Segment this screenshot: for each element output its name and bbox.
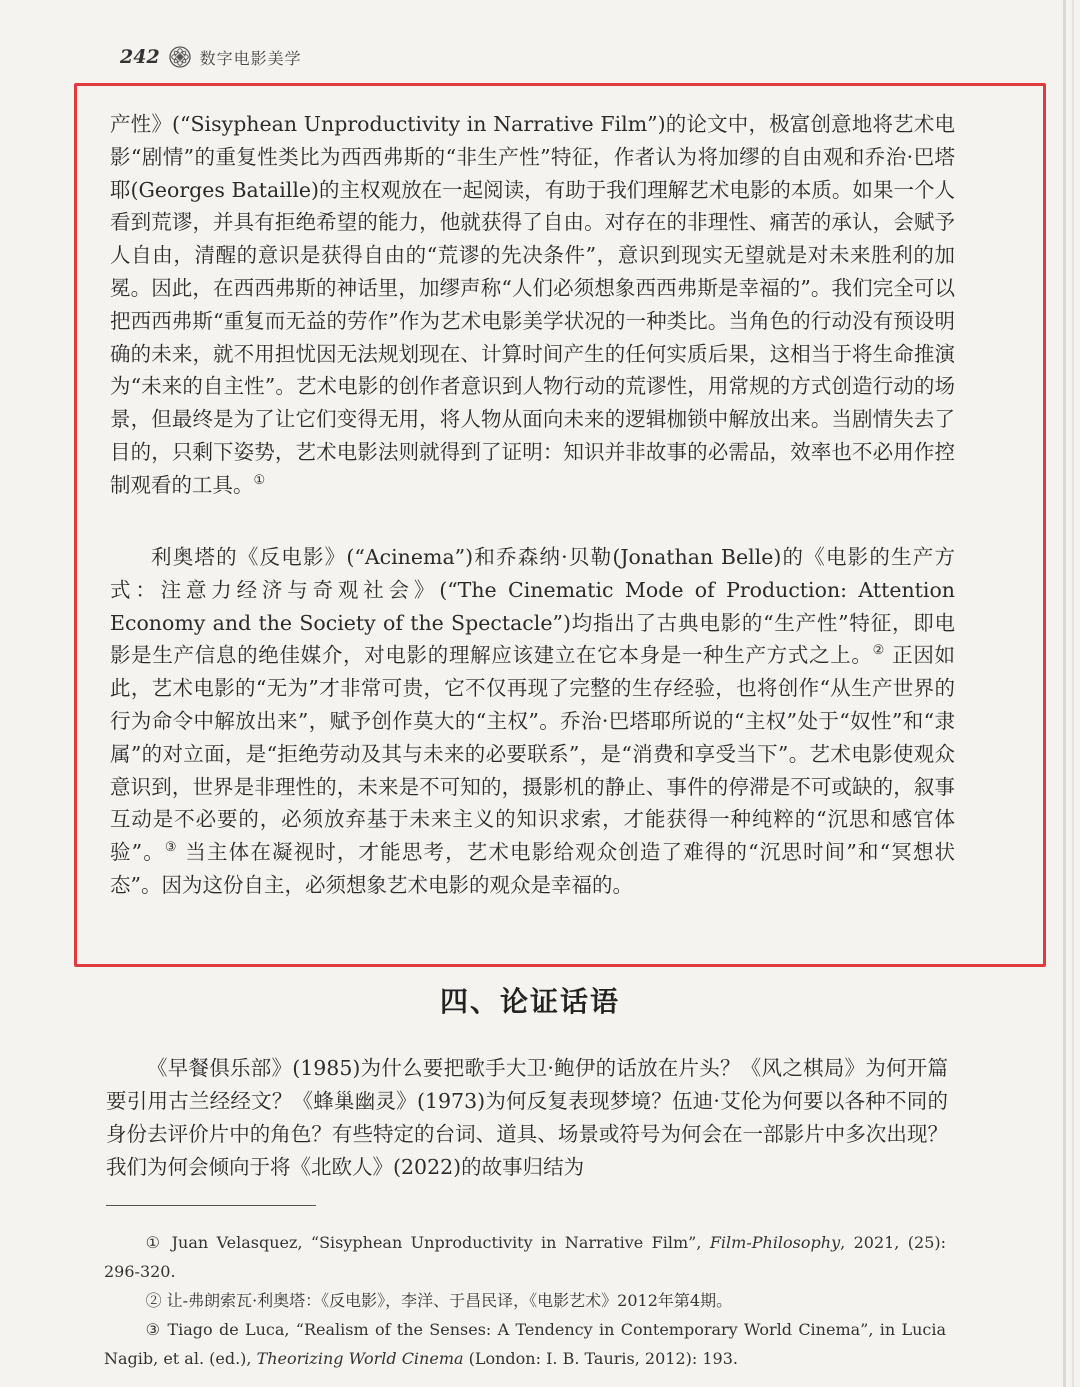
body-paragraph-2 [110, 541, 955, 902]
running-head [120, 42, 302, 72]
flower-ornament-icon [168, 45, 192, 69]
footnote-3-text-b: (London: I. B. Tauris, 2012): 193. [463, 1349, 738, 1368]
footnote-3-text-a: ③ Tiago de Luca, “Realism of the Senses: A Tendency in Contemporary World Cinema”, in Lucia Nagib, et al. (ed.), [104, 1320, 946, 1368]
paragraph-2-text-c: 当主体在凝视时，才能思考，艺术电影给观众创造了难得的“沉思时间”和“冥想状态”。因为这份自主，必须想象艺术电影的观众是幸福的。 [110, 840, 956, 897]
body-paragraph-1 [110, 108, 955, 502]
page-edge [1063, 0, 1066, 1387]
section-heading: 四、论证话语 [439, 985, 620, 1018]
footnote-divider [106, 1205, 316, 1206]
book-title: 数字电影美学 [199, 48, 302, 68]
footnote-ref-3: ③ [164, 840, 178, 856]
footnote-1 [104, 1228, 946, 1286]
footnote-1-text-b: , 2021, (25): 296-320. [104, 1233, 947, 1281]
footnotes [104, 1228, 946, 1373]
page-edge-secondary [1072, 0, 1074, 1387]
footnote-ref-2: ② [872, 643, 885, 659]
footnote-3 [104, 1315, 946, 1373]
page-number: 242 [120, 46, 160, 68]
paragraph-2-text-b: 正因如此，艺术电影的“无为”才非常可贵，它不仅再现了完整的生存经验，也将创作“从生产世界的行为命令中解放出来”，赋予创作莫大的“主权”。乔治·巴塔耶所说的“主权”处于“奴性”和“隶属”的对立面，是“拒绝劳动及其与未来的必要联系”，是“消费和享受当下”。艺术电影使观众意识到，世界是非理性的，未来是不可知的，摄影机的静止、事件的停滞是不可或缺的，叙事互动是不必要的，必须放弃基于未来主义的知识求索，才能获得一种纯粹的“沉思和感官体验”。 [110, 643, 956, 865]
paragraph-1-text: 产性》(“Sisyphean Unproductivity in Narrative Film”)的论文中，极富创意地将艺术电影“剧情”的重复性类比为西西弗斯的“非生产性”特征，作者认为将加缪的自由观和乔治·巴塔耶(Georges Bataille)的主权观放在一起阅读，有助于我们理解艺术电影的本质。如果一个人看到荒谬，并具有拒绝希望的能力，他就获得了自由。对存在的非理性、痛苦的承认，会赋予人自由，清醒的意识是获得自由的“荒谬的先决条件”，意识到现实无望就是对未来胜利的加冕。因此，在西西弗斯的神话里，加缪声称“人们必须想象西西弗斯是幸福的”。我们完全可以把西西弗斯“重复而无益的劳作”作为艺术电影美学状况的一种类比。当角色的行动没有预设明确的未来，就不用担忧因无法规划现在、计算时间产生的任何实质后果，这相当于将生命推演为“未来的自主性”。艺术电影的创作者意识到人物行动的荒谬性，用常规的方式创造行动的场景，但最终是为了让它们变得无用，将人物从面向未来的逻辑枷锁中解放出来。当剧情失去了目的，只剩下姿势，艺术电影法则就得到了证明：知识并非故事的必需品，效率也不必用作控制观看的工具。 [110, 112, 955, 497]
paragraph-2-text-a: 利奥塔的《反电影》(“Acinema”)和乔森纳·贝勒(Jonathan Belle)的《电影的生产方式：注意力经济与奇观社会》(“The Cinematic Mode of Production: Attention Economy and the Society of the Spectacle”)均指出了古典电影的“生产性”特征，即电影是生产信息的绝佳媒介，对电影的理解应该建立在它本身是一种生产方式之上。 [110, 545, 955, 668]
footnote-3-book: Theorizing World Cinema [256, 1349, 464, 1368]
footnote-ref-1: ① [253, 472, 266, 488]
footnote-1-text-a: ① Juan Velasquez, “Sisyphean Unproductivity in Narrative Film”, [145, 1233, 710, 1252]
body-paragraph-3: 《早餐俱乐部》(1985)为什么要把歌手大卫·鲍伊的话放在片头？《风之棋局》为何开篇要引用古兰经经文？《蜂巢幽灵》(1973)为何反复表现梦境？伍迪·艾伦为何要以各种不同的身份去评价片中的角色？有些特定的台词、道具、场景或符号为何会在一部影片中多次出现？我们为何会倾向于将《北欧人》(2022)的故事归结为 [106, 1056, 948, 1179]
footnote-1-journal: Film-Philosophy [709, 1233, 841, 1252]
footnote-2: ② 让-弗朗索瓦·利奥塔：《反电影》，李洋、于昌民译，《电影艺术》2012年第4期。 [145, 1291, 733, 1310]
